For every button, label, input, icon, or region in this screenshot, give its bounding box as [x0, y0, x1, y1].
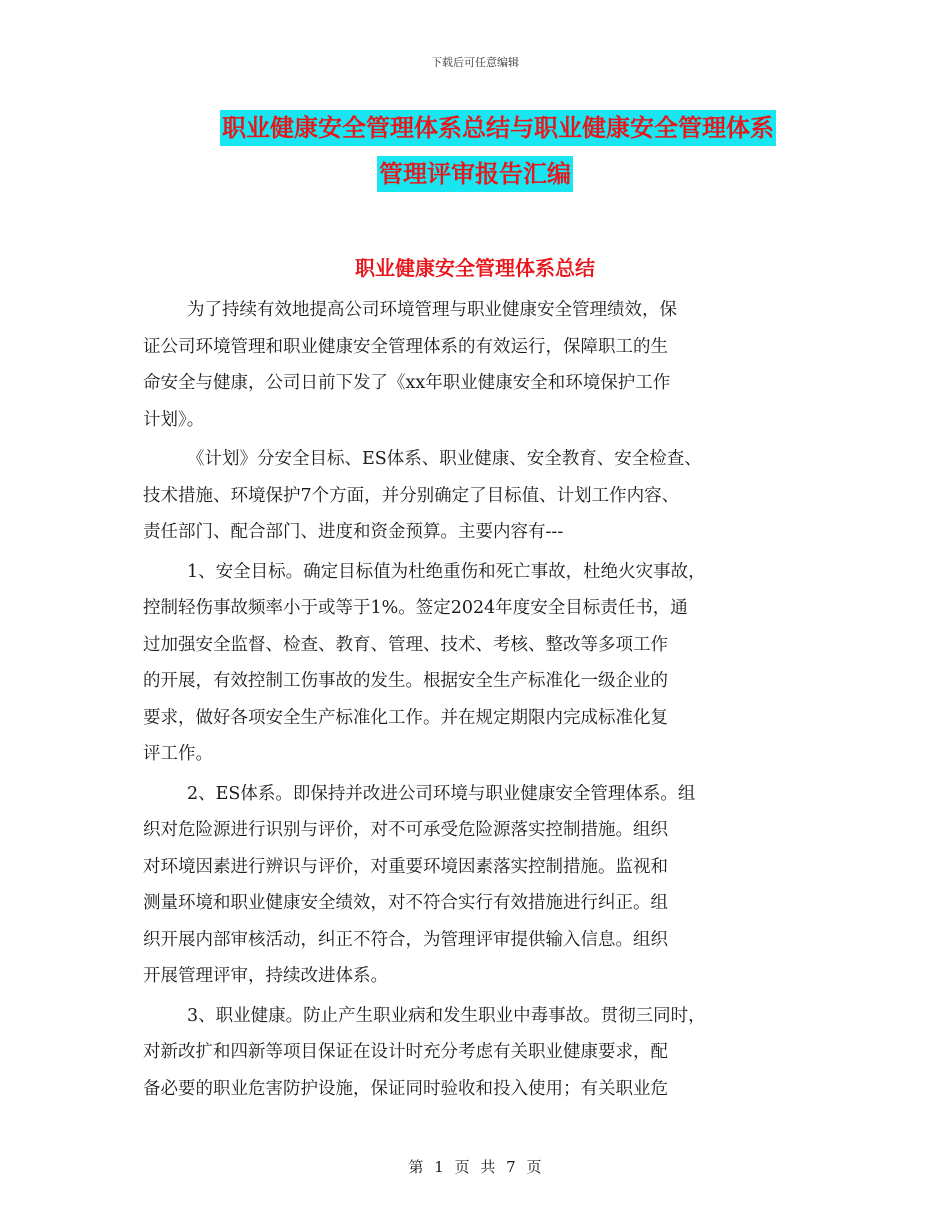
text-line: 2、ES体系。即保持并改进公司环境与职业健康安全管理体系。组	[187, 783, 696, 804]
document-title	[0, 110, 950, 192]
text-line: 的开展，有效控制工伤事故的发生。根据安全生产标准化一级企业的	[143, 671, 668, 691]
text-line: 评工作。	[143, 744, 213, 764]
text-line: 1、安全目标。确定目标值为杜绝重伤和死亡事故，杜绝火灾事故，	[187, 561, 706, 582]
body-text	[143, 292, 823, 1110]
text-line: 计划》。	[143, 409, 205, 430]
text-line: 技术措施、环境保护7个方面，并分别确定了目标值、计划工作内容、	[143, 485, 680, 506]
text-line: 3、职业健康。防止产生职业病和发生职业中毒事故。贯彻三同时，	[187, 1005, 706, 1026]
text-line: 命安全与健康，公司日前下发了《xx年职业健康安全和环境保护工作	[143, 373, 671, 393]
text-line: 过加强安全监督、检查、教育、管理、技术、考核、整改等多项工作	[143, 634, 668, 655]
text-line: 备必要的职业危害防护设施，保证同时验收和投入使用；有关职业危	[143, 1078, 668, 1099]
text-line: 对环境因素进行辨识与评价，对重要环境因素落实控制措施。监视和	[143, 856, 668, 877]
paragraph-es-system	[143, 776, 823, 995]
text-line: 控制轻伤事故频率小于或等于1%。签定2024年度安全目标责任书，通	[143, 598, 688, 618]
paragraph-intro	[143, 292, 823, 438]
section-title: 职业健康安全管理体系总结	[355, 256, 595, 280]
text-line: 测量环境和职业健康安全绩效，对不符合实行有效措施进行纠正。组	[143, 893, 668, 913]
text-line: 对新改扩和四新等项目保证在设计时充分考虑有关职业健康要求，配	[143, 1042, 668, 1062]
text-line: 《计划》分安全目标、ES体系、职业健康、安全教育、安全检查、	[187, 449, 702, 469]
text-line: 为了持续有效地提高公司环境管理与职业健康安全管理绩效，保	[187, 300, 677, 320]
text-line: 织对危险源进行识别与评价，对不可承受危险源落实控制措施。组织	[143, 820, 668, 840]
text-line: 开展管理评审，持续改进体系。	[143, 966, 388, 986]
title-line-2: 管理评审报告汇编	[377, 156, 573, 192]
text-line: 责任部门、配合部门、进度和资金预算。主要内容有---	[143, 522, 564, 542]
page-footer: 第 1 页 共 7 页	[408, 1158, 542, 1176]
text-line: 织开展内部审核活动，纠正不符合，为管理评审提供输入信息。组织	[143, 929, 668, 950]
text-line: 要求，做好各项安全生产标准化工作。并在规定期限内完成标准化复	[143, 707, 668, 728]
paragraph-plan	[143, 441, 823, 551]
title-line-1: 职业健康安全管理体系总结与职业健康安全管理体系	[220, 110, 776, 146]
header-note: 下载后可任意编辑	[431, 56, 519, 69]
paragraph-safety-goal	[143, 554, 823, 773]
paragraph-occupational-health	[143, 998, 823, 1108]
text-line: 证公司环境管理和职业健康安全管理体系的有效运行，保障职工的生	[143, 336, 668, 357]
